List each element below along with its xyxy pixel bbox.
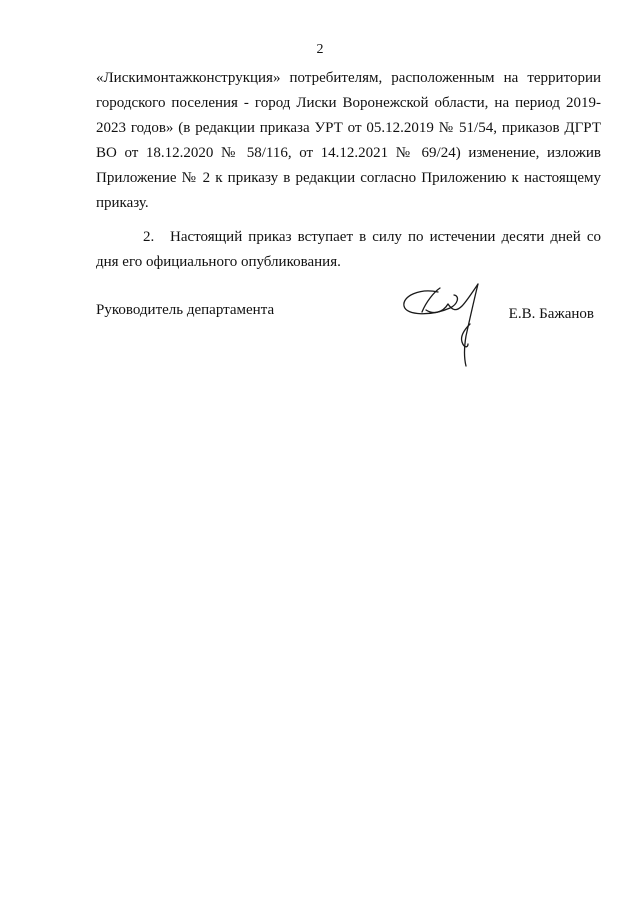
paragraph-2-number: 2. [143,229,155,245]
signature-block [96,298,601,323]
handwritten-signature [398,274,498,370]
paragraph-2-text: Настоящий приказ вступает в силу по истечении десяти дней со дня его официального опубликования. [96,229,601,270]
page-number: 2 [316,42,324,57]
signer-title: Руководитель департамента [96,302,275,318]
paragraph-2 [96,225,601,275]
paragraph-1: «Лискимонтажконструкция» потребителям, расположенным на территории городского поселения - город Лиски Воронежской области, на период 2019-2023 годов» (в редакции приказа УРТ от 05.12.2019 № 51/54, приказов ДГРТ ВО от 18.12.2020 № 58/116, от 14.12.2021 № 69/24) изменение, изложив Приложение № 2 к приказу в редакции согласно Приложению к настоящему приказу. [96,70,601,211]
document-body [96,66,601,275]
signer-name: Е.В. Бажанов [508,306,594,322]
